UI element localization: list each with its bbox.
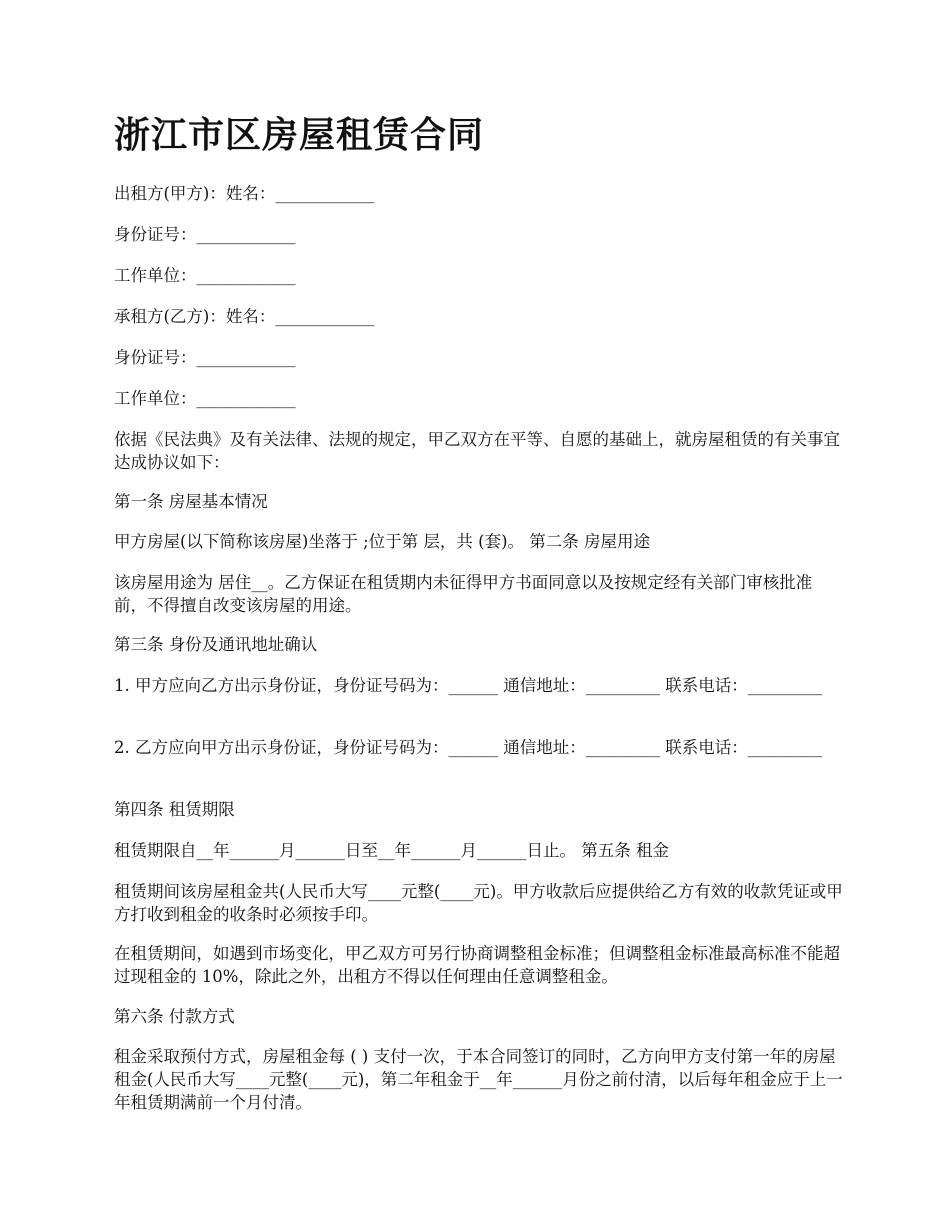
article-2-body: 该房屋用途为 居住__。乙方保证在租赁期内未征得甲方书面同意以及按规定经有关部门审核批准前，不得擅自改变该房屋的用途。 bbox=[114, 573, 813, 615]
article-3-heading: 第三条 身份及通讯地址确认 bbox=[114, 635, 318, 654]
article-4-heading: 第四条 租赁期限 bbox=[114, 800, 235, 819]
preamble-paragraph: 依据《民法典》及有关法律、法规的规定，甲乙双方在平等、自愿的基础上，就房屋租赁的有关事宜达成协议如下： bbox=[114, 430, 840, 472]
lessee-name-line: 承租方(乙方)：姓名：____________ bbox=[114, 307, 375, 326]
lessor-name-line: 出租方(甲方)：姓名：____________ bbox=[114, 184, 375, 203]
article-6-body: 租金采取预付方式，房屋租金每 ( ) 支付一次，于本合同签订的同时，乙方向甲方支付第一年的房屋租金(人民币大写____元整(____元)，第二年租金于__年______月份之前付清，以后每年租金应于上一年租赁期满前一个月付清。 bbox=[114, 1047, 843, 1112]
lessor-id-line: 身份证号：____________ bbox=[114, 225, 296, 244]
lessee-id-line: 身份证号：____________ bbox=[114, 348, 296, 367]
lessor-employer-line: 工作单位：____________ bbox=[114, 266, 296, 285]
article-5-body: 租赁期间该房屋租金共(人民币大写____元整(____元)。甲方收款后应提供给乙方有效的收款凭证或甲方打收到租金的收条时必须按手印。 bbox=[114, 882, 843, 924]
lessee-employer-line: 工作单位：____________ bbox=[114, 389, 296, 408]
article-3-item-1: 1. 甲方应向乙方出示身份证，身份证号码为：______ 通信地址：_________ 联系电话：_________ bbox=[114, 676, 822, 695]
article-4-body: 租赁期限自__年______月______日至__年______月______日止。 第五条 租金 bbox=[114, 841, 669, 860]
article-3-item-2: 2. 乙方应向甲方出示身份证，身份证号码为：______ 通信地址：_________ 联系电话：_________ bbox=[114, 738, 822, 757]
article-1-heading: 第一条 房屋基本情况 bbox=[114, 492, 268, 511]
article-1-body: 甲方房屋(以下简称该房屋)坐落于 ;位于第 层，共 (套)。 第二条 房屋用途 bbox=[114, 532, 651, 551]
document-title: 浙江市区房屋租赁合同 bbox=[114, 115, 485, 156]
article-5-adjustment: 在租赁期间，如遇到市场变化，甲乙双方可另行协商调整租金标准；但调整租金标准最高标准不能超过现租金的 10%，除此之外，出租方不得以任何理由任意调整租金。 bbox=[114, 944, 840, 986]
article-6-heading: 第六条 付款方式 bbox=[114, 1007, 235, 1026]
